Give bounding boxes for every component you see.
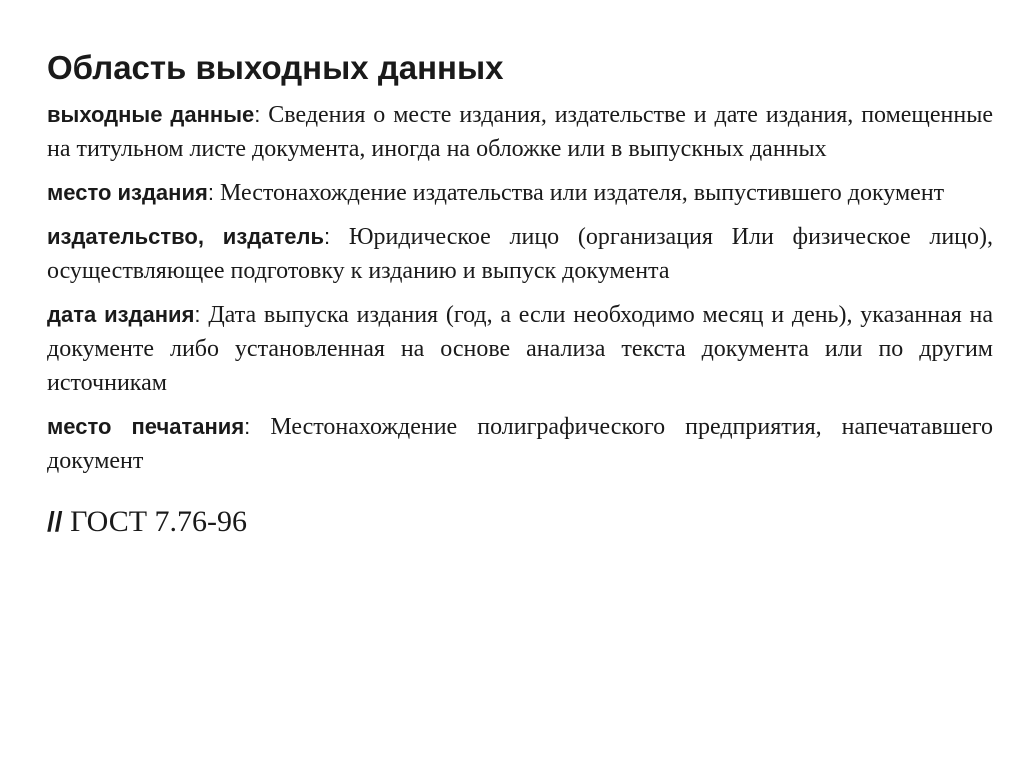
term-separator: : bbox=[207, 180, 214, 205]
definition-place-of-printing bbox=[47, 410, 993, 478]
page-title: Область выходных данных bbox=[47, 49, 504, 86]
term-separator: : bbox=[244, 414, 251, 439]
reference-text: ГОСТ 7.76-96 bbox=[70, 505, 248, 538]
term-separator: : bbox=[194, 302, 201, 327]
term-label: место издания bbox=[47, 180, 208, 205]
definition-publisher bbox=[47, 220, 993, 288]
definition-publication-date bbox=[47, 298, 993, 400]
definition-output-data bbox=[47, 98, 993, 166]
definition-place-of-publication bbox=[47, 176, 993, 210]
definition-text: Местонахождение полиграфического предприятия, напечатавшего документ bbox=[47, 414, 993, 474]
term-label: дата издания bbox=[47, 302, 195, 327]
slide-content bbox=[47, 48, 993, 542]
definition-text: Дата выпуска издания (год, а если необходимо месяц и день), указанная на документе либо установленная на основе анализа текста документа или по другим источникам bbox=[47, 302, 993, 396]
term-separator: : bbox=[323, 224, 331, 249]
term-label: выходные данные bbox=[47, 102, 255, 127]
definition-text: Юридическое лицо (организация Или физическое лицо), осуществляющее подготовку к изданию и выпуск документа bbox=[47, 224, 994, 284]
definition-text: Местонахождение издательства или издателя, выпустившего документ bbox=[219, 180, 945, 206]
term-label: издательство, издатель bbox=[47, 224, 324, 249]
reference-prefix: // bbox=[47, 506, 63, 537]
term-label: место печатания bbox=[47, 414, 245, 439]
term-separator: : bbox=[254, 102, 261, 127]
source-reference bbox=[47, 502, 993, 542]
definition-text: Сведения о месте издания, издательстве и дате издания, помещенные на титульном листе документа, иногда на обложке или в выпускных данных bbox=[47, 102, 994, 162]
